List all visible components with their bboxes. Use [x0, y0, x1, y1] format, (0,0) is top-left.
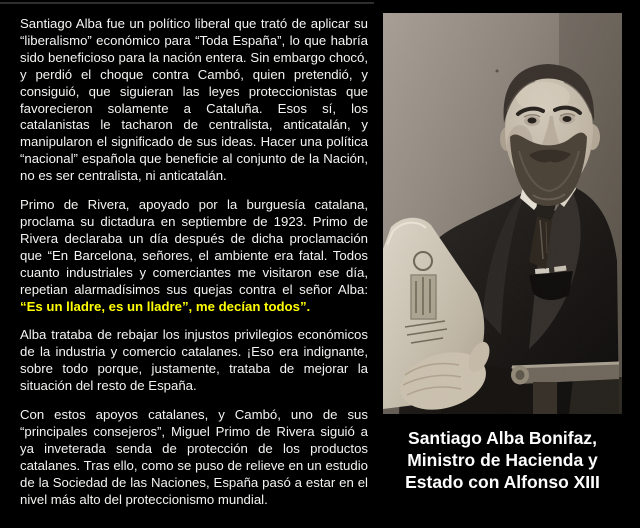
paragraph-3: Alba trataba de rebajar los injustos privilegios económicos de la industria y comercio catalanes. ¡Eso era indignante, sobre todo porque, justamente, trataba de mejorar la situación del resto de España.	[20, 327, 368, 394]
paragraph-4: Con estos apoyos catalanes, y Cambó, uno de sus “principales consejeros”, Miguel Primo de Rivera siguió a ya inveterada senda de protección de los productos catalanes. Tras ello, como se puso de relieve en un estudio de la Sociedad de las Naciones, España pasó a estar en el nivel más alto del proteccionismo mundial.	[20, 407, 368, 507]
caption-line: Santiago Alba Bonifaz,	[408, 428, 597, 448]
paragraph-2	[20, 197, 368, 315]
film-grain	[383, 13, 622, 414]
paragraph-1: Santiago Alba fue un político liberal que trató de aplicar su “liberalismo” económico para “Toda España”, lo que habría sido beneficioso para la nación entera. Sin embargo chocó, y perdió el choque contra Cambó, quien pretendió, y consiguió, que siguieran las leyes proteccionistas que favorecieron solamente a Cataluña. Esos sí, los catalanistas le tacharon de centralista, anticatalán, y manipularon el significado de sus ideas. Hacer una política “nacional” española que beneficie al conjunto de la Nación, no es ser centralista, ni anticatalán.	[20, 16, 368, 184]
photo-caption	[383, 427, 622, 493]
top-border-line	[0, 2, 374, 4]
caption-line: Ministro de Hacienda y	[407, 450, 598, 470]
quote-highlight: “Es un lladre, es un lladre”, me decían todos”.	[20, 298, 311, 314]
article-text	[20, 16, 368, 508]
caption-line: Estado con Alfonso XIII	[405, 472, 600, 492]
portrait-photo	[383, 13, 622, 414]
paragraph-2-text: Primo de Rivera, apoyado por la burguesía catalana, proclama su dictadura en septiembre de 1923. Primo de Rivera declaraba un día después de dicha proclamación que “En Barcelona, señores, el ambiente era fatal. Todos cuanto industriales y comerciantes me visitaron ese día, repetian alarmadísimos sus quejas contra el señor Alba:	[20, 197, 368, 297]
